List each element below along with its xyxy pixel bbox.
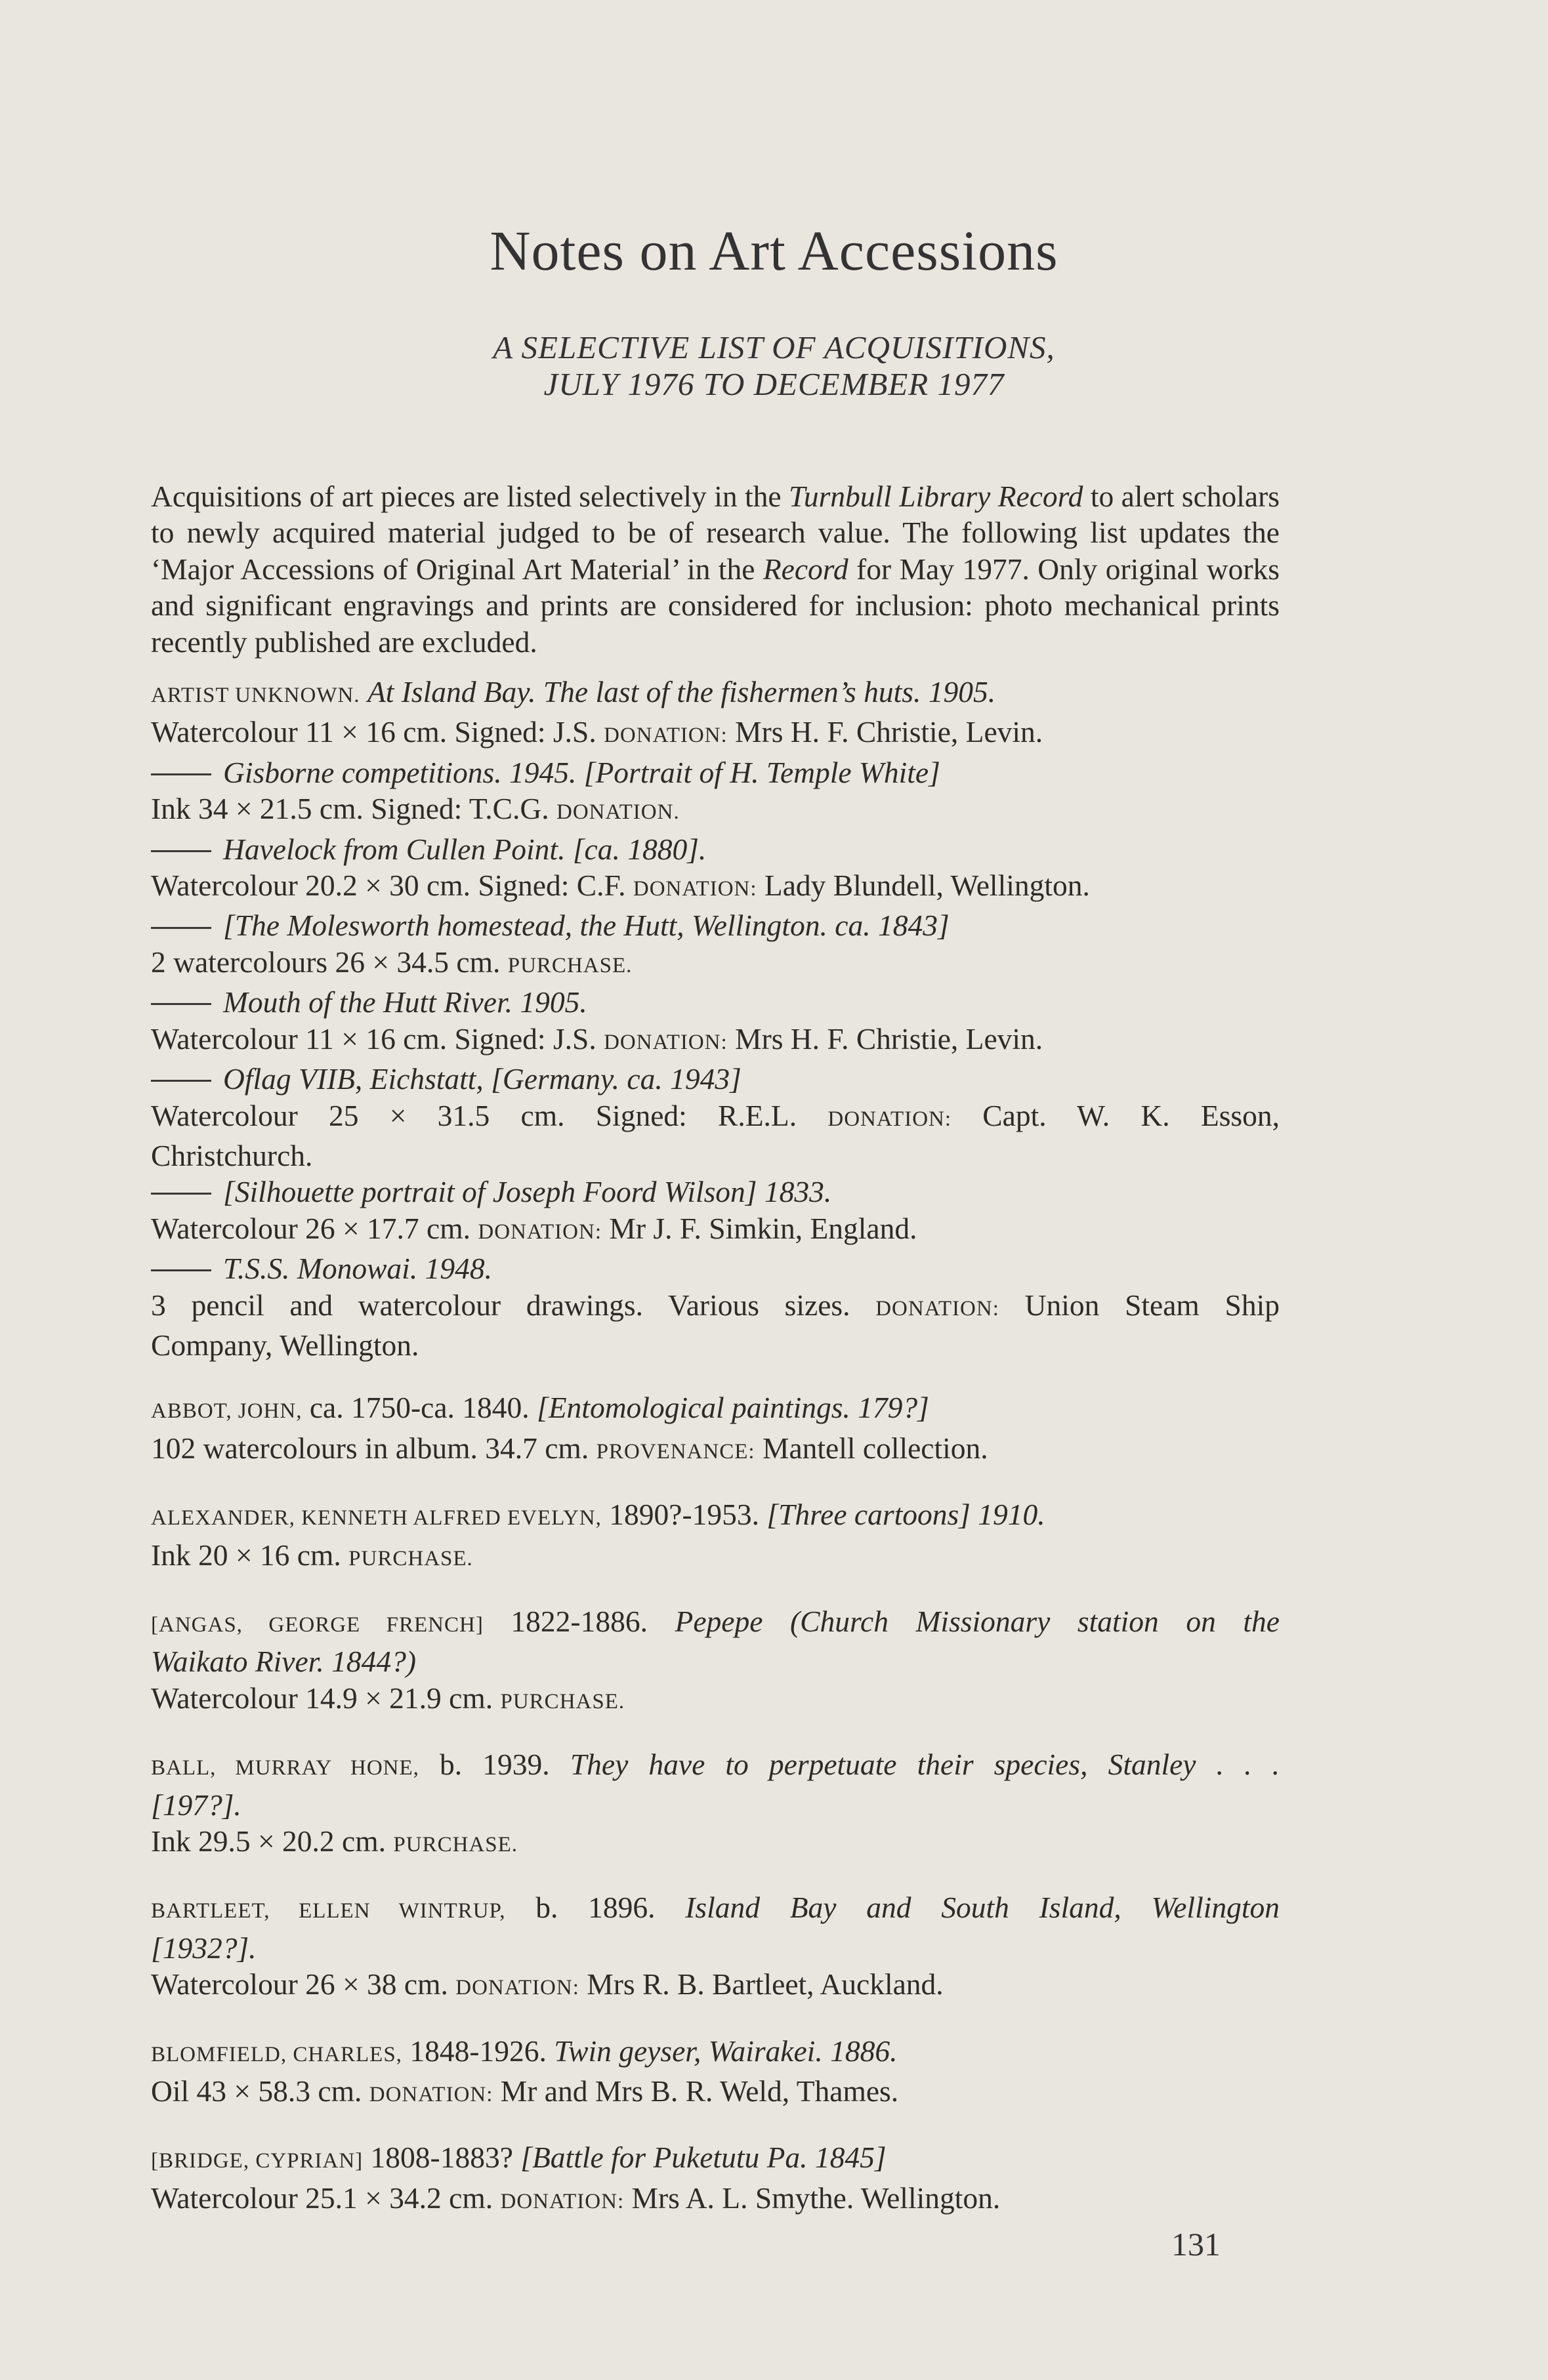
acquisition-label: PURCHASE. xyxy=(500,1689,625,1713)
work-medium: Watercolour 11 × 16 cm. Signed: J.S. xyxy=(151,715,596,749)
entry-line xyxy=(151,1287,1280,1327)
entry-line xyxy=(151,2033,1280,2073)
page-subtitle xyxy=(0,329,1548,403)
acquisition-label: PURCHASE. xyxy=(393,1833,518,1857)
intro-text-3: for May 1977. Only original works and significant engravings and prints are considered for inclusion: photo mechanical prints recently published are excluded. xyxy=(151,552,1280,659)
entry-line xyxy=(151,1537,1280,1577)
artist-name: ALEXANDER, KENNETH ALFRED EVELYN, xyxy=(151,1506,602,1530)
intro-record-title: Turnbull Library Record xyxy=(789,480,1083,513)
artist-name: [ANGAS, GEORGE FRENCH] xyxy=(151,1612,484,1637)
work-title: Island Bay and South Island, Wellington xyxy=(685,1891,1280,1925)
artist-dates: 1890?-1953. xyxy=(601,1498,767,1532)
intro-text-1: Acquisitions of art pieces are listed selectively in the xyxy=(151,480,789,513)
provenance: Mantell collection. xyxy=(762,1431,988,1465)
artist-dates: 1808-1883? xyxy=(363,2141,521,2175)
entry-line xyxy=(151,944,1280,984)
work-title: They have to perpetuate their species, Stanley . . . xyxy=(570,1748,1280,1782)
entry-line xyxy=(151,1250,1280,1286)
work-title-continued: [197?]. xyxy=(151,1788,241,1822)
acquisition-label: DONATION: xyxy=(604,724,728,748)
artist-dates: 1822-1886. xyxy=(483,1604,675,1638)
ditto-rule xyxy=(151,927,211,929)
artist-name: ARTIST UNKNOWN. xyxy=(151,684,360,708)
acquisition-label: DONATION: xyxy=(875,1296,999,1321)
work-title-continued: [1932?]. xyxy=(151,1931,257,1965)
work-medium: Watercolour 25 × 31.5 cm. Signed: R.E.L. xyxy=(151,1098,797,1132)
acquisition-label: DONATION: xyxy=(827,1107,952,1131)
work-medium: Watercolour 25.1 × 34.2 cm. xyxy=(151,2181,493,2215)
entry-line xyxy=(151,1138,1280,1174)
entry-line xyxy=(151,754,1280,790)
work-medium: Watercolour 14.9 × 21.9 cm. xyxy=(151,1681,493,1715)
page-title: Notes on Art Accessions xyxy=(490,219,1058,282)
ditto-rule xyxy=(151,1003,211,1005)
ditto-rule xyxy=(151,1080,211,1082)
acquisition-label: DONATION: xyxy=(369,2083,493,2107)
work-title-continued: Waikato River. 1844?) xyxy=(151,1645,416,1679)
work-medium: Ink 20 × 16 cm. xyxy=(151,1538,341,1572)
acquisition-label: PURCHASE. xyxy=(348,1546,473,1570)
acquisition-label: DONATION: xyxy=(478,1220,602,1244)
donor: Mr J. F. Simkin, England. xyxy=(609,1211,917,1245)
entry-line xyxy=(151,674,1280,714)
entry-blomfield xyxy=(151,2033,1280,2114)
entry-line xyxy=(151,790,1280,831)
entry-line xyxy=(151,1098,1280,1138)
work-medium: 102 watercolours in album. 34.7 cm. xyxy=(151,1431,589,1465)
entry-line xyxy=(151,1787,1280,1823)
entry-line xyxy=(151,1643,1280,1679)
work-title: Twin geyser, Wairakei. 1886. xyxy=(554,2034,898,2068)
work-title: Pepepe (Church Missionary station on the xyxy=(675,1604,1280,1638)
entry-ball xyxy=(151,1746,1280,1863)
entry-line xyxy=(151,1930,1280,1966)
entry-abbot xyxy=(151,1389,1280,1470)
entry-line xyxy=(151,1174,1280,1210)
work-medium: Watercolour 20.2 × 30 cm. Signed: C.F. xyxy=(151,869,626,903)
page-number: 131 xyxy=(1171,2226,1221,2263)
donor: Mrs R. B. Bartleet, Auckland. xyxy=(587,1967,944,2001)
entry-line xyxy=(151,1680,1280,1720)
entry-line xyxy=(151,1430,1280,1470)
entry-line xyxy=(151,1061,1280,1097)
acquisition-label: PROVENANCE: xyxy=(596,1439,755,1464)
entry-line xyxy=(151,1389,1280,1429)
work-title: Havelock from Cullen Point. [ca. 1880]. xyxy=(223,832,707,866)
entry-line xyxy=(151,2139,1280,2179)
artist-name: BARTLEET, ELLEN WINTRUP, xyxy=(151,1899,506,1923)
donor: Mrs A. L. Smythe. Wellington. xyxy=(631,2181,1001,2215)
work-medium: Ink 29.5 × 20.2 cm. xyxy=(151,1824,387,1858)
acquisition-label: DONATION: xyxy=(500,2189,625,2213)
artist-dates: ca. 1750-ca. 1840. xyxy=(302,1391,537,1425)
acquisition-label: DONATION: xyxy=(455,1976,579,2000)
artist-name: BLOMFIELD, CHARLES, xyxy=(151,2042,402,2066)
donor-continued: Christchurch. xyxy=(151,1138,313,1172)
entry-line xyxy=(151,2180,1280,2220)
donor: Capt. W. K. Esson, xyxy=(982,1098,1280,1132)
work-title: T.S.S. Monowai. 1948. xyxy=(223,1252,492,1286)
work-medium: Watercolour 26 × 38 cm. xyxy=(151,1967,448,2001)
entry-line xyxy=(151,1823,1280,1863)
donor: Mr and Mrs B. R. Weld, Thames. xyxy=(500,2074,899,2108)
intro-paragraph xyxy=(151,478,1280,660)
entry-line xyxy=(151,1966,1280,2006)
entry-line xyxy=(151,1746,1280,1786)
donor: Mrs H. F. Christie, Levin. xyxy=(735,1021,1043,1056)
subtitle-line-1: A SELECTIVE LIST OF ACQUISITIONS, xyxy=(493,329,1055,365)
entry-artist-unknown xyxy=(151,674,1280,1363)
entry-line xyxy=(151,1889,1280,1929)
work-medium: Oil 43 × 58.3 cm. xyxy=(151,2074,362,2108)
artist-name: [BRIDGE, CYPRIAN] xyxy=(151,2149,364,2173)
donor: Lady Blundell, Wellington. xyxy=(764,869,1090,903)
entry-line xyxy=(151,2073,1280,2113)
acquisition-label: DONATION: xyxy=(633,877,757,901)
subtitle-line-2: JULY 1976 TO DECEMBER 1977 xyxy=(543,366,1005,402)
donor: Mrs H. F. Christie, Levin. xyxy=(735,715,1043,749)
acquisition-label: DONATION. xyxy=(556,800,680,825)
work-title: [The Molesworth homestead, the Hutt, Wellington. ca. 1843] xyxy=(223,909,950,943)
entry-line xyxy=(151,907,1280,943)
intro-record-ref: Record xyxy=(763,552,848,586)
entry-bridge xyxy=(151,2139,1280,2220)
work-title: Oflag VIIB, Eichstatt, [Germany. ca. 1943] xyxy=(223,1062,742,1096)
entry-line xyxy=(151,984,1280,1020)
ditto-rule xyxy=(151,1193,211,1195)
work-title: [Silhouette portrait of Joseph Foord Wilson] 1833. xyxy=(223,1175,832,1209)
entry-line xyxy=(151,867,1280,907)
entry-line xyxy=(151,1210,1280,1250)
ditto-rule xyxy=(151,850,211,852)
work-medium: 3 pencil and watercolour drawings. Various sizes. xyxy=(151,1288,850,1322)
intro-text-2: to alert scholars to newly acquired material judged to be of research value. The following list updates the ‘Major Accessions of Original Art Material’ in the xyxy=(151,480,1280,586)
entry-line xyxy=(151,831,1280,867)
article-body xyxy=(151,478,1280,2220)
ditto-rule xyxy=(151,773,211,775)
work-medium: Watercolour 11 × 16 cm. Signed: J.S. xyxy=(151,1021,596,1056)
entry-line xyxy=(151,1327,1280,1363)
entry-line xyxy=(151,714,1280,754)
donor: Union Steam Ship xyxy=(1024,1288,1280,1322)
entry-bartleet xyxy=(151,1889,1280,2006)
work-medium: Watercolour 26 × 17.7 cm. xyxy=(151,1211,471,1245)
artist-dates: 1848-1926. xyxy=(402,2034,554,2068)
work-title: [Battle for Puketutu Pa. 1845] xyxy=(520,2141,887,2175)
work-title: [Entomological paintings. 179?] xyxy=(537,1391,929,1425)
acquisition-label: PURCHASE. xyxy=(507,953,633,977)
work-medium: 2 watercolours 26 × 34.5 cm. xyxy=(151,945,501,979)
entry-alexander xyxy=(151,1496,1280,1577)
work-title: Gisborne competitions. 1945. [Portrait of H. Temple White] xyxy=(223,755,940,789)
work-medium: Ink 34 × 21.5 cm. Signed: T.C.G. xyxy=(151,792,549,826)
artist-name: BALL, MURRAY HONE, xyxy=(151,1756,419,1780)
work-title: [Three cartoons] 1910. xyxy=(766,1498,1045,1532)
work-title: At Island Bay. The last of the fishermen’s huts. 1905. xyxy=(367,675,996,709)
entry-line xyxy=(151,1603,1280,1643)
donor-continued: Company, Wellington. xyxy=(151,1328,419,1362)
entry-line xyxy=(151,1496,1280,1536)
work-title: Mouth of the Hutt River. 1905. xyxy=(223,985,587,1019)
ditto-rule xyxy=(151,1269,211,1271)
artist-dates: b. 1939. xyxy=(419,1748,570,1782)
entry-angas xyxy=(151,1603,1280,1720)
artist-dates: b. 1896. xyxy=(505,1891,686,1925)
entry-line xyxy=(151,1021,1280,1061)
artist-name: ABBOT, JOHN, xyxy=(151,1399,303,1424)
acquisition-label: DONATION: xyxy=(604,1030,728,1054)
